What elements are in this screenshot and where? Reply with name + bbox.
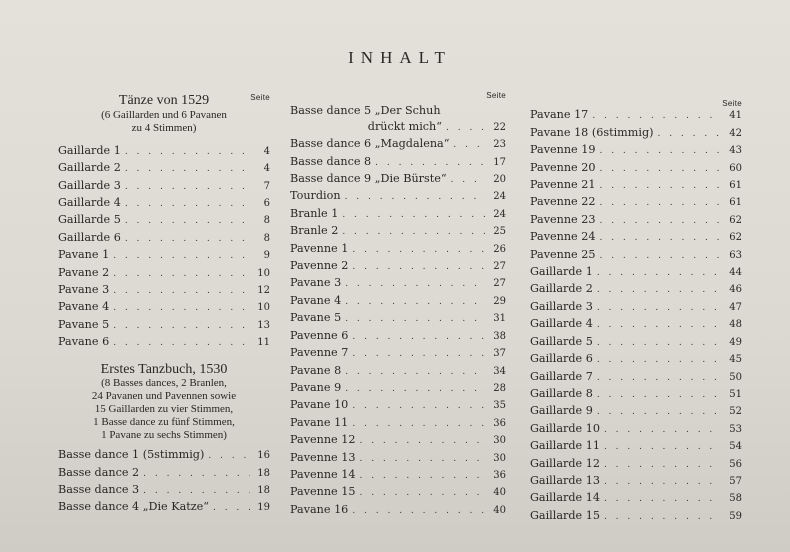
column-2-list (290, 103, 506, 519)
toc-entry (530, 508, 742, 525)
toc-entry-page: 30 (493, 435, 506, 447)
toc-entry (290, 363, 506, 380)
toc-entry-title: drückt mich“ (367, 119, 442, 133)
dot-leader (359, 486, 486, 501)
dot-leader (599, 162, 722, 177)
toc-entry (58, 499, 270, 516)
toc-entry-page: 63 (729, 249, 742, 261)
toc-entry-page: 16 (257, 450, 270, 462)
column-3-list (530, 107, 742, 525)
dot-leader (597, 353, 722, 368)
toc-entry-page: 31 (493, 313, 506, 325)
toc-entry-page: 28 (493, 382, 506, 394)
toc-entry (290, 310, 506, 327)
section-1-subtitle: (6 Gaillarden und 6 Pavanen zu 4 Stimmen) (101, 108, 227, 134)
toc-entry-title: Basse dance 8 (290, 154, 372, 168)
dot-leader (375, 156, 486, 171)
toc-entry-title: Gaillarde 4 (58, 196, 121, 210)
dot-leader (352, 243, 486, 258)
toc-entry-page: 61 (729, 180, 742, 192)
toc-entry (530, 421, 742, 438)
toc-entry-page: 62 (729, 214, 742, 226)
toc-entry (290, 188, 506, 205)
toc-entry-page: 27 (493, 261, 506, 273)
toc-entry (290, 293, 506, 310)
toc-entry-title: Basse dance 3 (58, 482, 140, 496)
toc-entry-page: 30 (493, 452, 506, 464)
toc-entry-title: Pavane 3 (290, 276, 342, 290)
toc-entry-page: 45 (729, 354, 742, 366)
toc-entry-page: 58 (729, 493, 742, 505)
toc-entry-page: 24 (493, 208, 506, 220)
toc-entry-title: Pavenne 25 (530, 247, 596, 261)
dot-leader (113, 267, 250, 282)
toc-entry-page: 61 (729, 197, 742, 209)
dot-leader (125, 214, 250, 229)
toc-entry-title: Gaillarde 15 (530, 508, 600, 522)
toc-entry (530, 142, 742, 159)
dot-leader (604, 458, 722, 473)
toc-entry (290, 467, 506, 484)
dot-leader (125, 162, 250, 177)
toc-entry-title: Pavenne 23 (530, 212, 596, 226)
toc-entry (290, 450, 506, 467)
toc-entry-title: Branle 1 (290, 206, 339, 220)
dot-leader (359, 469, 486, 484)
toc-entry-title: Branle 2 (290, 224, 339, 238)
dot-leader (352, 399, 486, 414)
toc-entry (290, 484, 506, 501)
toc-entry-title: Pavenne 15 (290, 485, 356, 499)
toc-entry (530, 316, 742, 333)
toc-entry-title: Gaillarde 8 (530, 386, 593, 400)
dot-leader (599, 231, 722, 246)
dot-leader (597, 318, 722, 333)
toc-entry (530, 264, 742, 281)
seite-label: Seite (486, 91, 506, 100)
toc-entry (530, 386, 742, 403)
dot-leader (597, 301, 722, 316)
dot-leader (213, 501, 250, 516)
toc-entry-page: 54 (729, 441, 742, 453)
toc-entry-page: 57 (729, 475, 742, 487)
toc-entry-title: Basse dance 1 (5stimmig) (58, 448, 205, 462)
toc-entry-title: Basse dance 6 „Magdalena“ (290, 137, 450, 151)
toc-entry-title: Pavane 4 (290, 293, 342, 307)
toc-entry-title: Pavane 6 (58, 335, 110, 349)
toc-entry-title: Gaillarde 9 (530, 404, 593, 418)
toc-entry (290, 103, 506, 118)
dot-leader (604, 423, 722, 438)
toc-entry-page: 43 (729, 145, 742, 157)
toc-entry-page: 47 (729, 301, 742, 313)
toc-entry (290, 136, 506, 153)
toc-entry-title: Pavane 8 (290, 363, 342, 377)
toc-entry (530, 473, 742, 490)
toc-entry-title: Pavane 10 (290, 398, 349, 412)
toc-entry (290, 258, 506, 275)
toc-entry-page: 25 (493, 226, 506, 238)
toc-entry-page: 6 (263, 198, 270, 210)
dot-leader (345, 365, 486, 380)
toc-entry (58, 178, 270, 195)
toc-entry (58, 447, 270, 464)
page-title: INHALT (348, 48, 452, 67)
toc-entry-title: Basse dance 5 „Der Schuh (290, 104, 441, 118)
toc-entry (58, 195, 270, 212)
toc-entry-page: 48 (729, 319, 742, 331)
toc-entry (530, 125, 742, 142)
toc-entry (58, 299, 270, 316)
toc-entry-page: 46 (729, 284, 742, 296)
toc-entry (530, 247, 742, 264)
toc-entry (530, 490, 742, 507)
toc-entry (58, 282, 270, 299)
section-1-list (58, 143, 270, 352)
toc-entry (290, 206, 506, 223)
dot-leader (599, 196, 722, 211)
toc-entry-page: 60 (729, 162, 742, 174)
toc-entry-page: 40 (493, 504, 506, 516)
toc-entry-title: Pavenne 14 (290, 467, 356, 481)
toc-entry-title: Pavane 1 (58, 248, 110, 262)
toc-entry-title: Pavane 3 (58, 283, 110, 297)
toc-entry-page: 40 (493, 487, 506, 499)
toc-entry-title: Pavane 2 (58, 265, 110, 279)
dot-leader (446, 121, 486, 136)
toc-entry-title: Gaillarde 4 (530, 317, 593, 331)
toc-entry-title: Pavenne 24 (530, 230, 596, 244)
toc-entry-title: Gaillarde 14 (530, 491, 600, 505)
toc-entry-title: Gaillarde 6 (530, 352, 593, 366)
dot-leader (599, 214, 722, 229)
toc-entry-title: Pavenne 20 (530, 160, 596, 174)
dot-leader (113, 284, 250, 299)
toc-entry-title: Pavenne 12 (290, 433, 356, 447)
toc-entry (290, 119, 506, 136)
toc-entry-page: 38 (493, 330, 506, 342)
dot-leader (342, 225, 486, 240)
dot-leader (113, 319, 250, 334)
column-1 (58, 90, 270, 517)
dot-leader (352, 504, 486, 519)
toc-entry-page: 36 (493, 469, 506, 481)
toc-entry-page: 9 (263, 250, 270, 262)
toc-entry (530, 438, 742, 455)
toc-entry-page: 42 (729, 127, 742, 139)
dot-leader (345, 190, 486, 205)
dot-leader (352, 347, 486, 362)
dot-leader (597, 266, 722, 281)
toc-entry-page: 8 (263, 215, 270, 227)
dot-leader (125, 232, 250, 247)
toc-entry-page: 29 (493, 295, 506, 307)
toc-entry-title: Gaillarde 3 (530, 299, 593, 313)
toc-entry (58, 247, 270, 264)
toc-entry-title: Gaillarde 2 (530, 282, 593, 296)
toc-entry (290, 171, 506, 188)
toc-entry-title: Pavane 16 (290, 502, 349, 516)
toc-entry (58, 482, 270, 499)
dot-leader (143, 484, 250, 499)
toc-entry-page: 18 (257, 467, 270, 479)
toc-entry-title: Pavenne 22 (530, 195, 596, 209)
toc-entry (290, 345, 506, 362)
toc-entry (530, 299, 742, 316)
toc-entry-page: 4 (263, 163, 270, 175)
toc-entry (530, 107, 742, 124)
toc-entry (58, 317, 270, 334)
toc-entry (290, 328, 506, 345)
toc-entry-page: 22 (493, 121, 506, 133)
toc-entry (290, 223, 506, 240)
toc-entry-page: 41 (729, 110, 742, 122)
toc-entry-title: Pavenne 1 (290, 241, 349, 255)
toc-entry-page: 10 (257, 302, 270, 314)
dot-leader (352, 260, 486, 275)
toc-entry-page: 52 (729, 406, 742, 418)
dot-leader (359, 434, 486, 449)
dot-leader (597, 388, 722, 403)
toc-entry-page: 7 (263, 180, 270, 192)
toc-entry-page: 4 (263, 145, 270, 157)
dot-leader (125, 197, 250, 212)
section-2-title: Erstes Tanzbuch, 1530 (100, 361, 228, 377)
toc-entry (58, 334, 270, 351)
toc-entry-title: Gaillarde 3 (58, 178, 121, 192)
toc-entry (290, 415, 506, 432)
dot-leader (604, 440, 722, 455)
toc-entry-page: 37 (493, 348, 506, 360)
toc-entry (530, 403, 742, 420)
dot-leader (143, 467, 250, 482)
toc-entry (58, 212, 270, 229)
dot-leader (604, 510, 722, 525)
dot-leader (352, 417, 486, 432)
toc-entry-title: Gaillarde 7 (530, 369, 593, 383)
toc-entry-title: Pavenne 7 (290, 346, 349, 360)
dot-leader (345, 312, 486, 327)
toc-entry-page: 18 (257, 484, 270, 496)
dot-leader (597, 405, 722, 420)
toc-entry-title: Gaillarde 10 (530, 421, 600, 435)
toc-entry-title: Pavane 17 (530, 108, 589, 122)
toc-entry-page: 27 (493, 278, 506, 290)
toc-entry-page: 11 (257, 337, 270, 349)
dot-leader (113, 336, 250, 351)
toc-entry (58, 143, 270, 160)
toc-entry-title: Gaillarde 5 (58, 213, 121, 227)
toc-entry-title: Gaillarde 12 (530, 456, 600, 470)
toc-entry-title: Basse dance 9 „Die Bürste“ (290, 172, 447, 186)
toc-entry-title: Pavane 5 (290, 311, 342, 325)
dot-leader (352, 330, 486, 345)
section-1-title: Tänze von 1529 (118, 93, 210, 109)
toc-entry-title: Pavane 5 (58, 317, 110, 331)
dot-leader (208, 449, 250, 464)
toc-entry-title: Pavenne 21 (530, 178, 596, 192)
toc-entry (290, 275, 506, 292)
toc-entry (530, 229, 742, 246)
toc-entry-page: 13 (257, 319, 270, 331)
toc-entry (530, 334, 742, 351)
toc-entry-title: Pavenne 13 (290, 450, 356, 464)
toc-entry-page: 35 (493, 400, 506, 412)
dot-leader (597, 336, 722, 351)
section-2-subtitle: (8 Basses dances, 2 Branlen, 24 Pavanen und Pavennen sowie 15 Gaillarden zu vier Stimmen, 1 Basse dance zu fünf Stimmen, 1 Pavane zu sechs Stimmen) (91, 377, 237, 442)
toc-entry (530, 351, 742, 368)
dot-leader (597, 283, 722, 298)
toc-entry (290, 397, 506, 414)
toc-entry (530, 194, 742, 211)
toc-entry-page: 12 (257, 285, 270, 297)
toc-entry (530, 369, 742, 386)
dot-leader (345, 382, 486, 397)
toc-entry-title: Basse dance 4 „Die Katze“ (58, 500, 209, 514)
toc-entry-title: Gaillarde 6 (58, 230, 121, 244)
toc-entry (530, 177, 742, 194)
toc-entry-page: 17 (493, 156, 506, 168)
dot-leader (125, 145, 250, 160)
dot-leader (657, 127, 722, 142)
toc-entry (530, 281, 742, 298)
toc-entry-page: 44 (729, 267, 742, 279)
dot-leader (604, 475, 722, 490)
toc-entry-page: 56 (729, 458, 742, 470)
toc-entry-title: Pavenne 6 (290, 328, 349, 342)
dot-leader (453, 138, 486, 153)
dot-leader (342, 208, 486, 223)
toc-entry-page: 49 (729, 336, 742, 348)
dot-leader (604, 492, 722, 507)
dot-leader (125, 180, 250, 195)
toc-entry-page: 23 (493, 139, 506, 151)
dot-leader (113, 301, 250, 316)
toc-entry (290, 502, 506, 519)
section-2-list (58, 447, 270, 517)
toc-entry-page: 26 (493, 243, 506, 255)
toc-entry (290, 241, 506, 258)
seite-label: Seite (250, 93, 270, 102)
toc-entry (290, 380, 506, 397)
toc-entry-title: Pavane 18 (6stimmig) (530, 125, 654, 139)
toc-entry-title: Gaillarde 11 (530, 439, 600, 453)
toc-entry (58, 160, 270, 177)
toc-entry-page: 59 (729, 510, 742, 522)
toc-entry-page: 36 (493, 417, 506, 429)
toc-entry (530, 456, 742, 473)
dot-leader (599, 179, 722, 194)
dot-leader (345, 277, 486, 292)
toc-entry-page: 62 (729, 232, 742, 244)
dot-leader (345, 295, 486, 310)
toc-entry-title: Pavane 9 (290, 380, 342, 394)
toc-entry (290, 432, 506, 449)
toc-entry (530, 212, 742, 229)
toc-entry-title: Pavenne 19 (530, 143, 596, 157)
toc-entry-title: Gaillarde 2 (58, 161, 121, 175)
toc-entry (530, 160, 742, 177)
toc-entry-page: 24 (493, 191, 506, 203)
toc-entry-page: 51 (729, 388, 742, 400)
toc-entry-page: 19 (257, 502, 270, 514)
column-3 (530, 96, 742, 525)
toc-entry-page: 53 (729, 423, 742, 435)
toc-entry (58, 230, 270, 247)
toc-entry-page: 20 (493, 174, 506, 186)
toc-entry-title: Gaillarde 5 (530, 334, 593, 348)
dot-leader (599, 249, 722, 264)
dot-leader (359, 452, 486, 467)
seite-label: Seite (722, 99, 742, 108)
toc-entry-page: 8 (263, 232, 270, 244)
toc-entry-title: Pavenne 2 (290, 259, 349, 273)
column-2 (290, 90, 506, 519)
toc-entry-title: Pavane 4 (58, 300, 110, 314)
toc-entry-page: 50 (729, 371, 742, 383)
dot-leader (597, 371, 722, 386)
toc-entry-title: Pavane 11 (290, 415, 349, 429)
toc-entry-title: Gaillarde 1 (530, 265, 593, 279)
toc-entry-title: Gaillarde 1 (58, 143, 121, 157)
toc-entry-title: Basse dance 2 (58, 465, 140, 479)
toc-entry (58, 465, 270, 482)
toc-entry-page: 10 (257, 267, 270, 279)
dot-leader (599, 144, 722, 159)
toc-entry-page: 34 (493, 365, 506, 377)
dot-leader (113, 249, 250, 264)
dot-leader (592, 109, 722, 124)
toc-entry-title: Tourdion (290, 189, 341, 203)
toc-entry (58, 265, 270, 282)
toc-entry (290, 154, 506, 171)
dot-leader (451, 173, 486, 188)
toc-entry-title: Gaillarde 13 (530, 473, 600, 487)
